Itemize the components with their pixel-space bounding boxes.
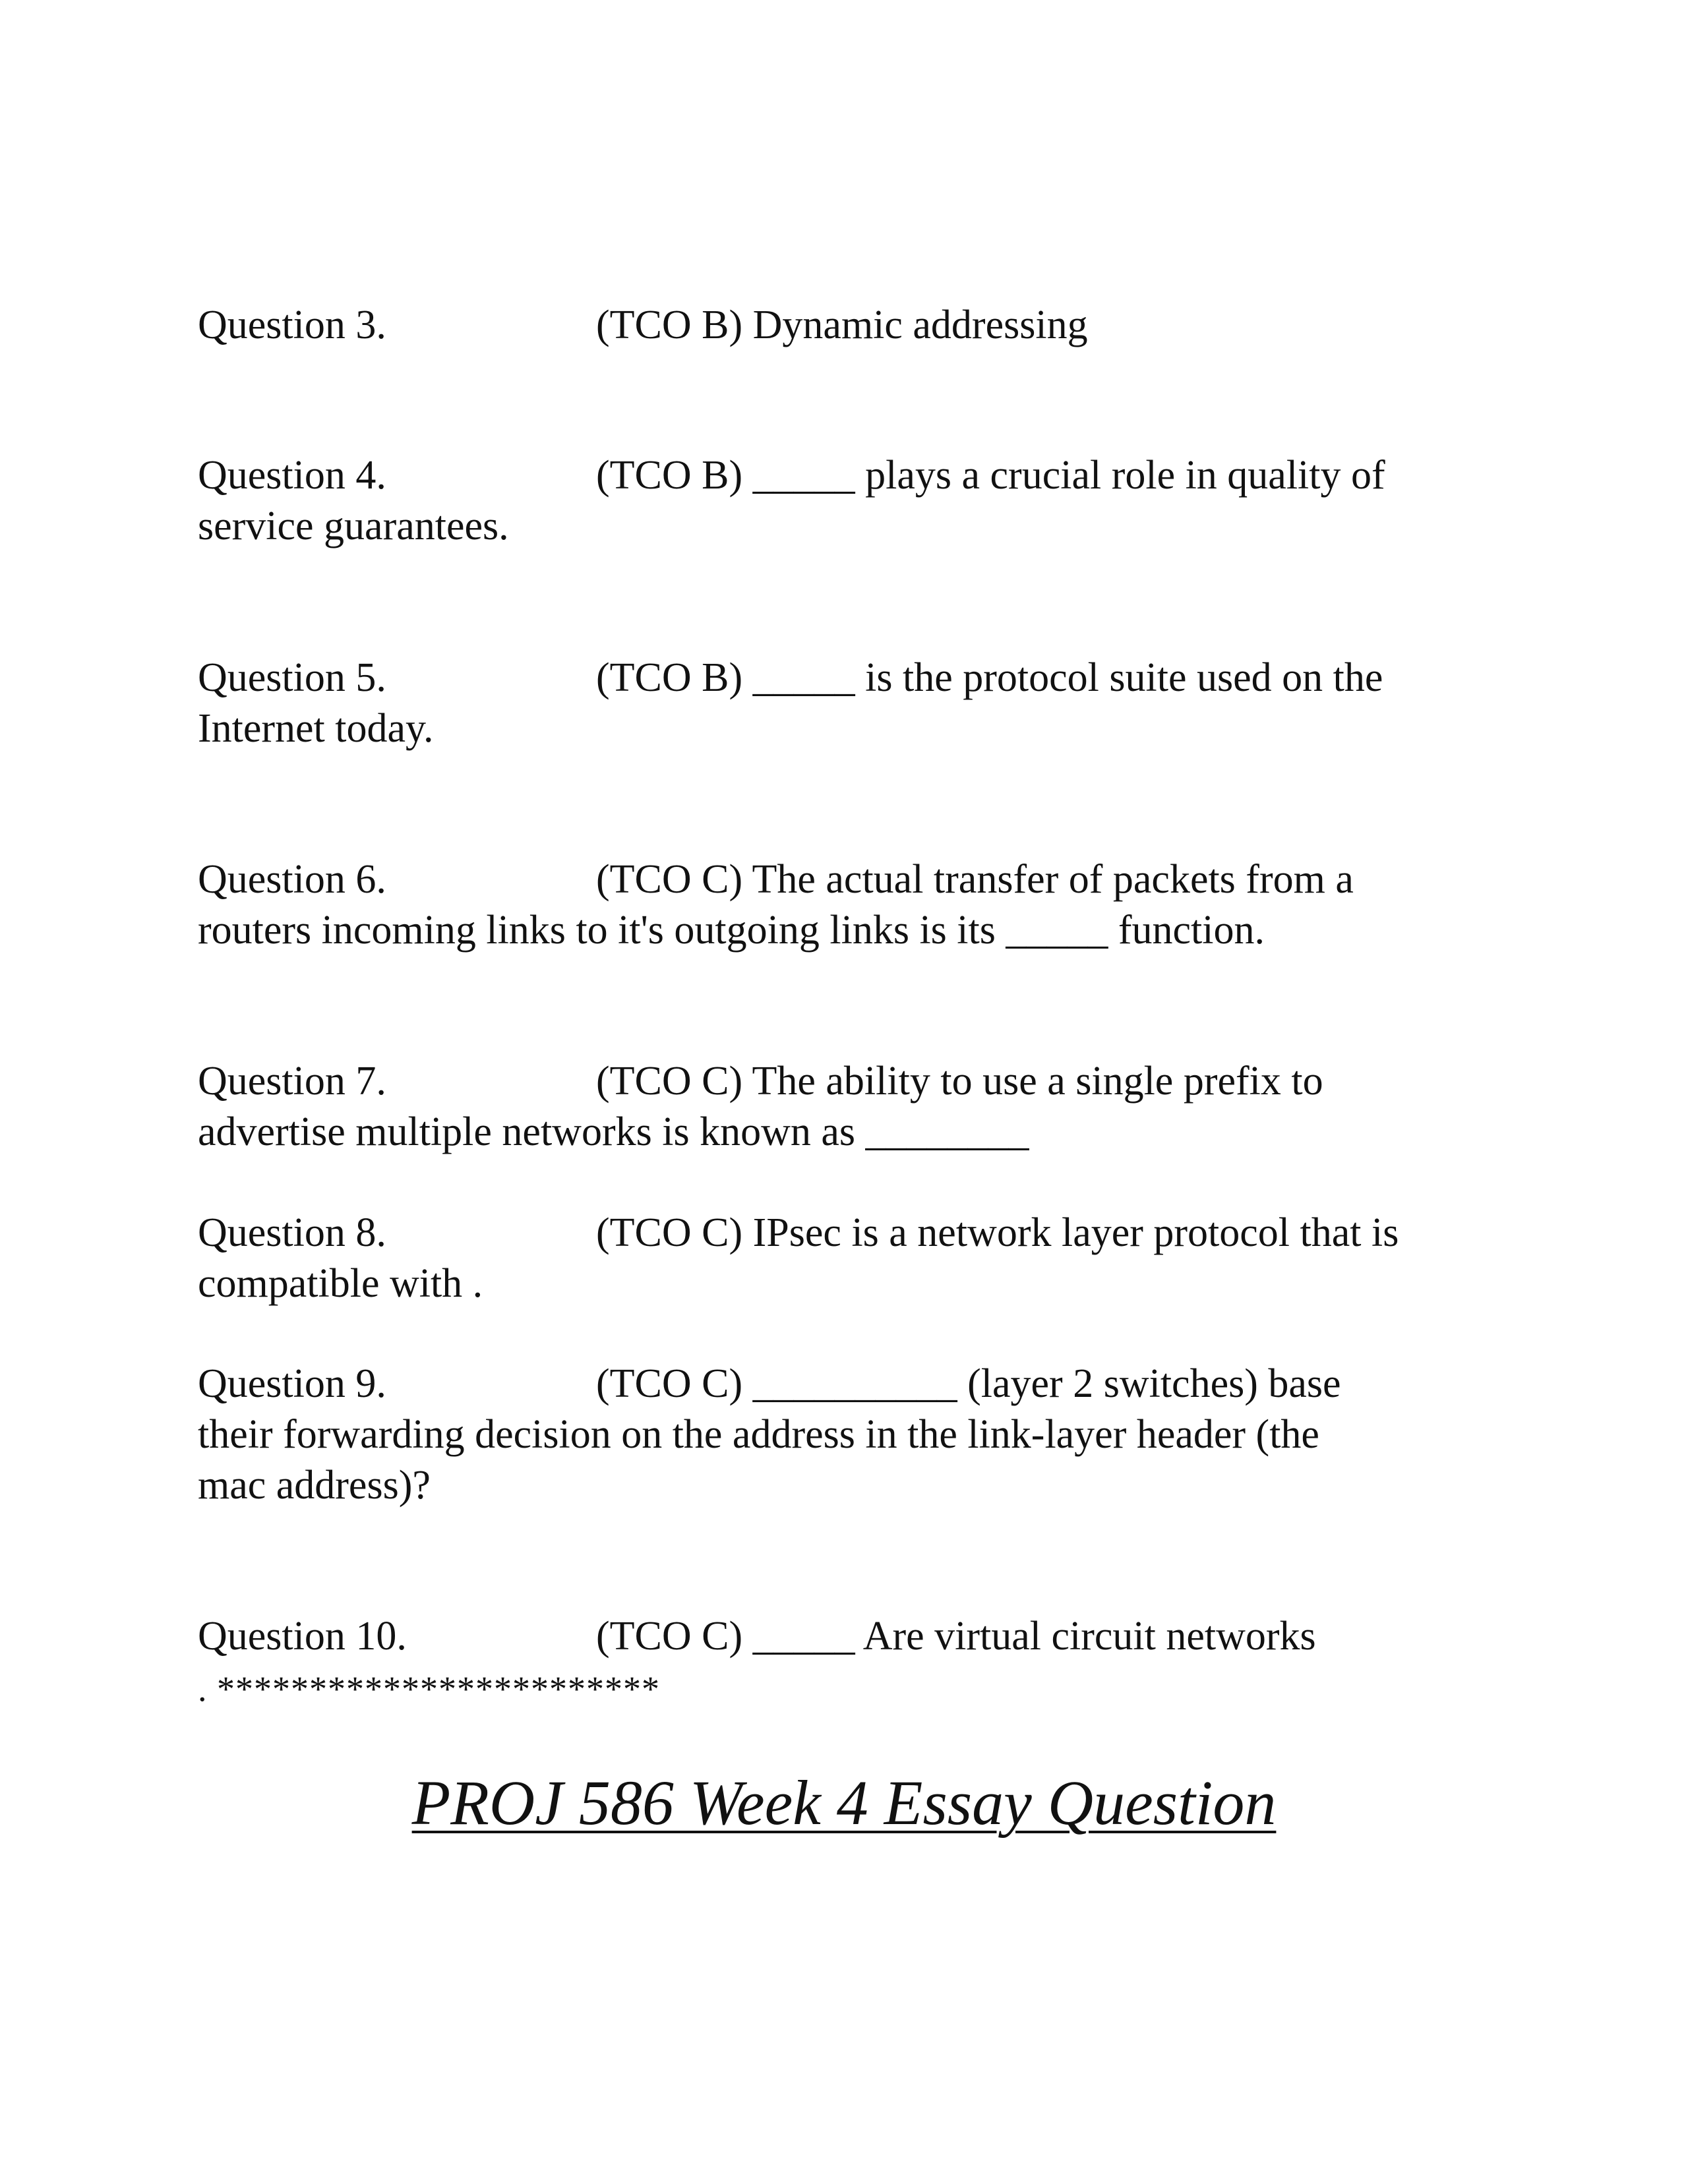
question-label: Question 7. (198, 1059, 386, 1104)
question-text-continued: advertise multiple networks is known as ________ (198, 1109, 1029, 1154)
question-text: (TCO C) __________ (layer 2 switches) base (596, 1361, 1341, 1406)
question-text-continued-2: mac address)? (198, 1463, 431, 1508)
question-text-continued: routers incoming links to it's outgoing links is its _____ function. (198, 908, 1265, 953)
question-label: Question 6. (198, 857, 386, 902)
question-text: (TCO C) IPsec is a network layer protocol that is (596, 1210, 1399, 1255)
question-text: (TCO B) Dynamic addressing (596, 303, 1088, 347)
question-text-continued: Internet today. (198, 706, 434, 751)
question-text: (TCO C) _____ Are virtual circuit networks (596, 1614, 1316, 1659)
question-text: (TCO B) _____ plays a crucial role in quality of (596, 453, 1385, 498)
question-text-continued: service guarantees. (198, 504, 509, 548)
question-text-continued: their forwarding decision on the address in the link-layer header (the (198, 1412, 1319, 1457)
question-text: (TCO C) The actual transfer of packets from a (596, 857, 1354, 902)
question-text: (TCO B) _____ is the protocol suite used on the (596, 655, 1383, 700)
question-label: Question 8. (198, 1210, 386, 1255)
question-label: Question 3. (198, 303, 386, 347)
question-label: Question 9. (198, 1361, 386, 1406)
separator-stars: . ************************ (198, 1669, 660, 1709)
question-text-continued: compatible with . (198, 1261, 483, 1306)
question-label: Question 5. (198, 655, 386, 700)
question-label: Question 4. (198, 453, 386, 498)
question-label: Question 10. (198, 1614, 407, 1659)
question-text: (TCO C) The ability to use a single prefix to (596, 1059, 1323, 1104)
section-heading: PROJ 586 Week 4 Essay Question (411, 1767, 1277, 1838)
